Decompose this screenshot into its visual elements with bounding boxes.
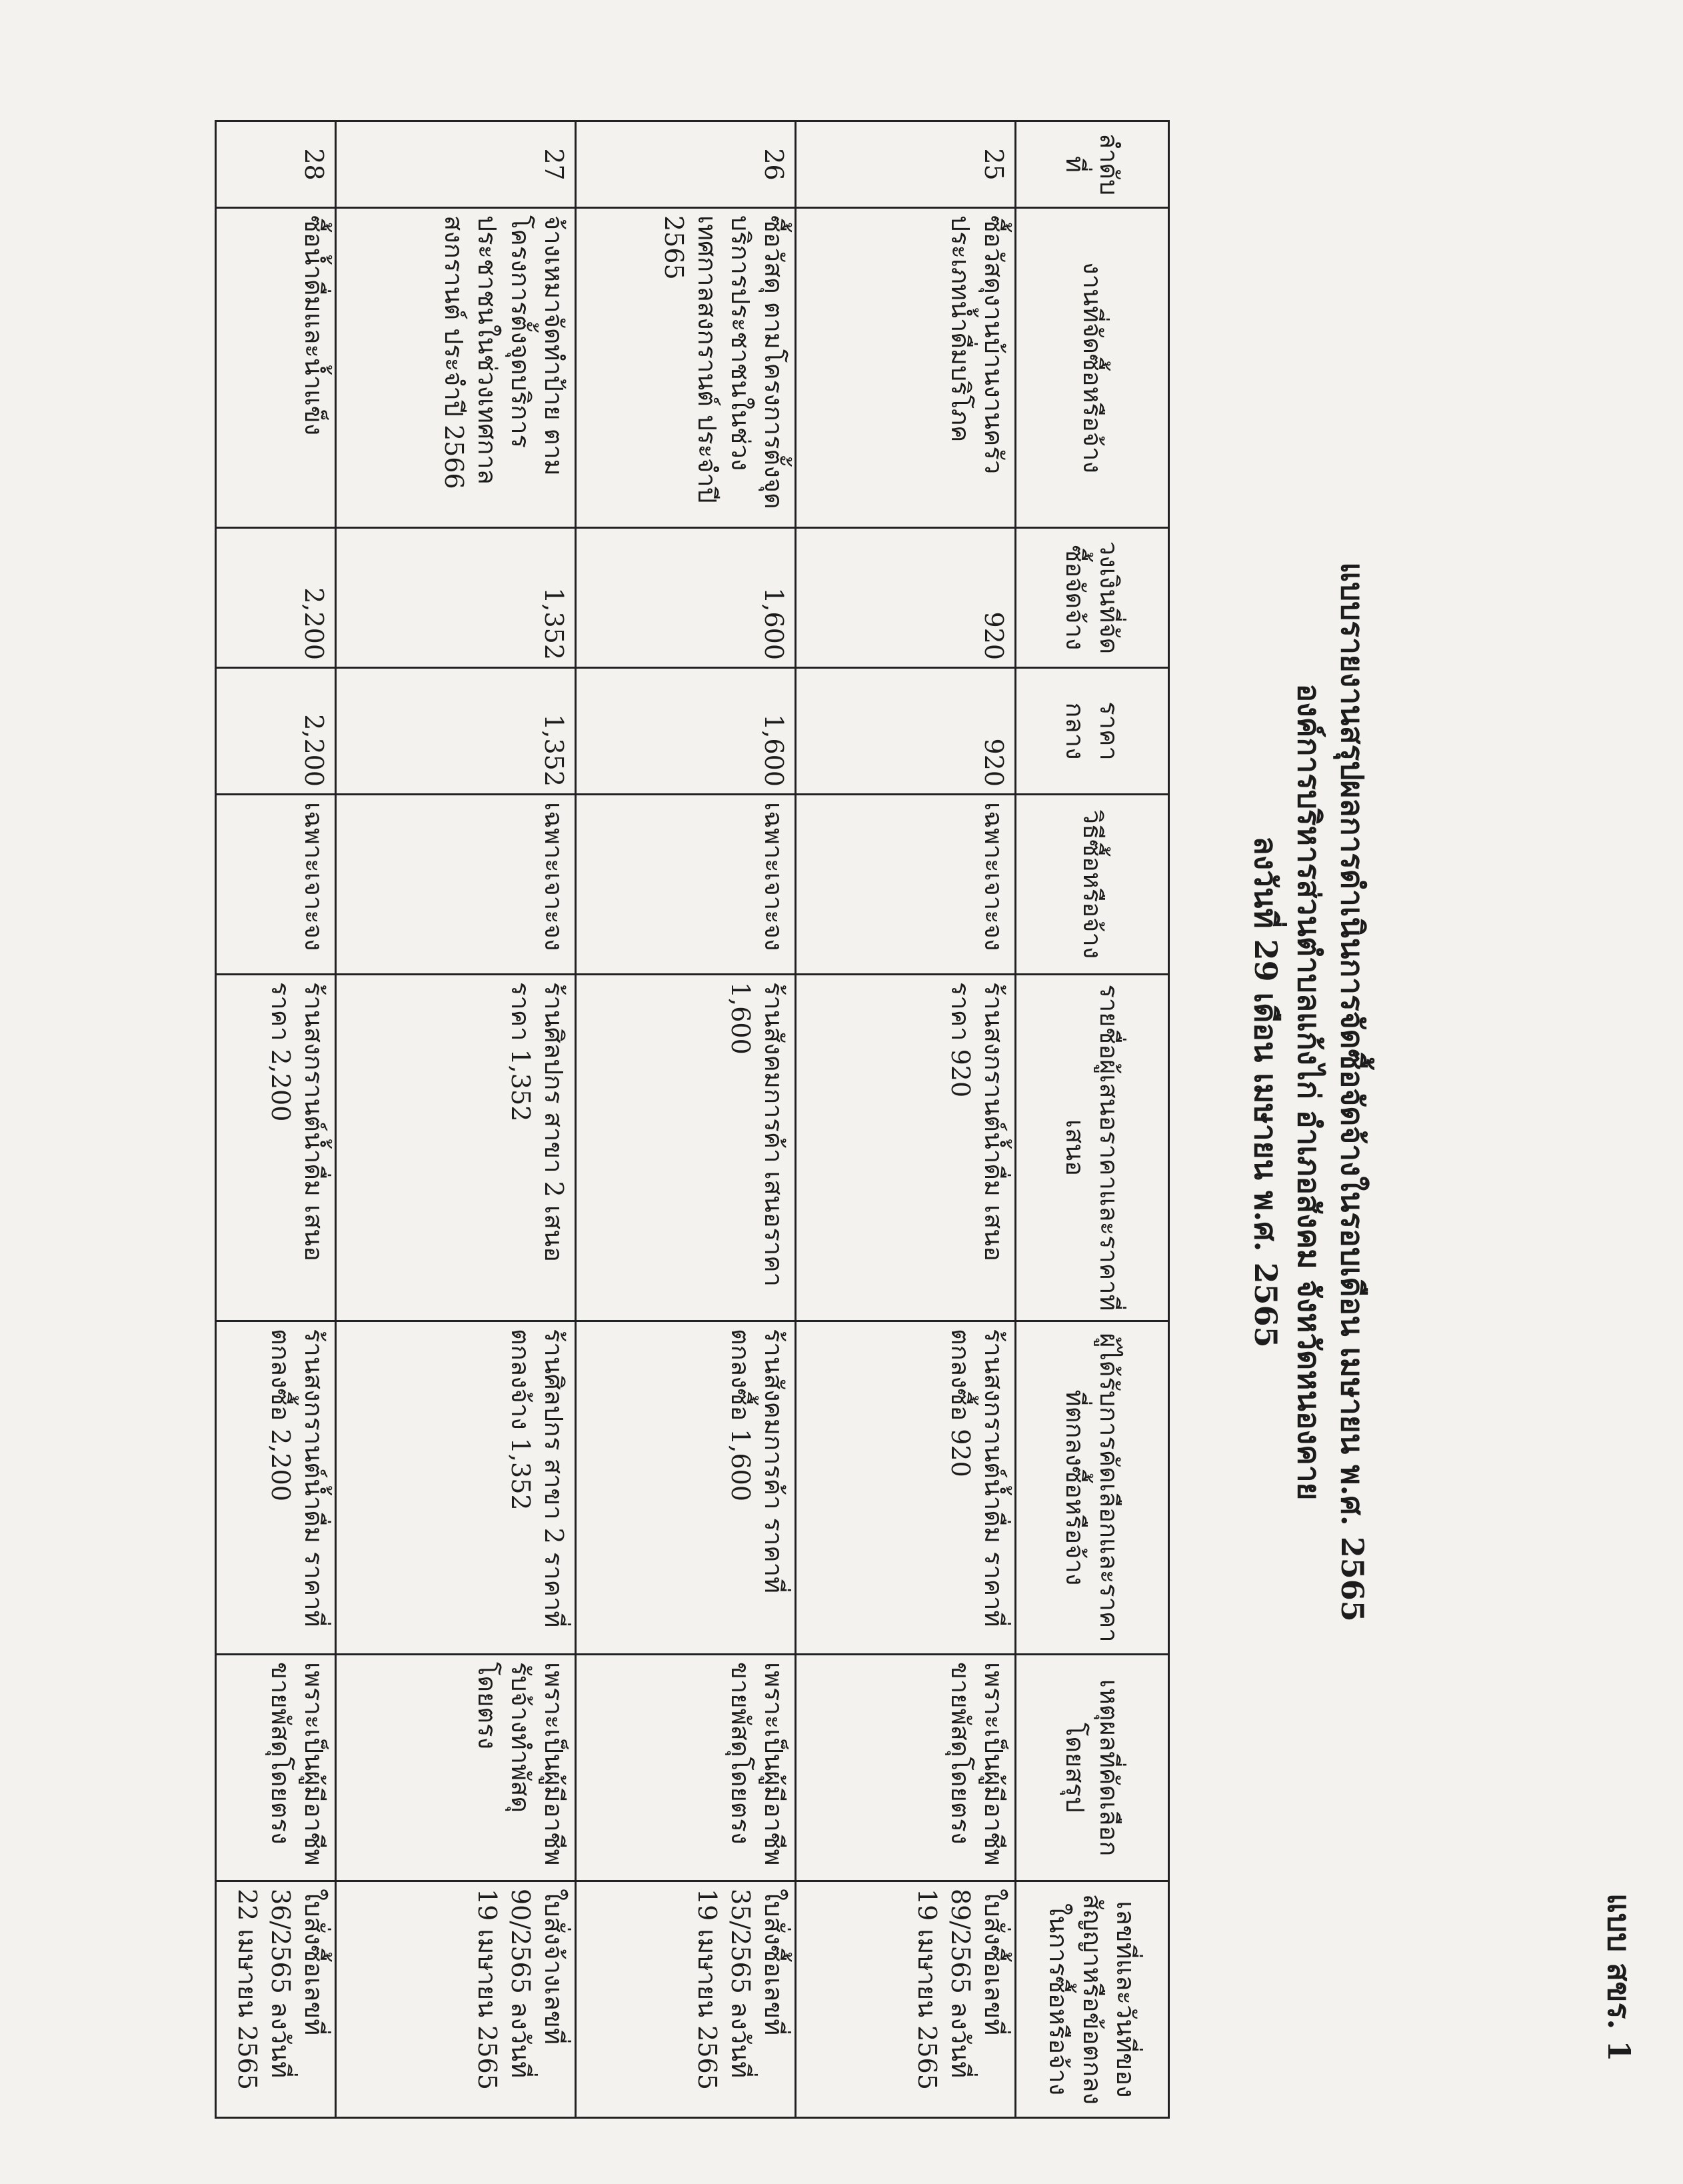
header-method: วิธีซื้อหรือจ้าง [1016,795,1169,975]
row-budget: 920 [796,528,1016,668]
table-row [796,121,1016,2118]
row-reason: เพราะเป็นผู้มีอาชีพ ขายพัสดุโดยตรง [216,1655,336,1881]
row-item: จ้างเหมาจัดทำป้าย ตามโครงการตั้งจุดบริการประชาชนในช่วงเทศกาลสงกรานต์ ประจำปี 2566 [336,208,576,528]
row-budget: 2,200 [216,528,336,668]
row-budget: 1,600 [576,528,796,668]
header-contract: เลขที่และวันที่ของสัญญาหรือข้อตกลงในการซื้อหรือจ้าง [1016,1881,1169,2118]
row-method: เฉพาะเจาะจง [576,795,796,975]
row-winner: ร้านสงกรานต์น้ำดื่ม ราคาที่ตกลงซื้อ 920 [796,1321,1016,1655]
header-no: ลำดับที่ [1016,121,1169,208]
row-reason: เพราะเป็นผู้มีอาชีพรับจ้างทำพัสดุโดยตรง [336,1655,576,1881]
row-method: เฉพาะเจาะจง [796,795,1016,975]
header-reason: เหตุผลที่คัดเลือกโดยสรุป [1016,1655,1169,1881]
row-contract: ใบสั่งซื้อเลขที่ 36/2565 ลงวันที่ 22 เมษายน 2565 [216,1881,336,2118]
row-winner: ร้านสงกรานต์น้ำดื่ม ราคาที่ตกลงซื้อ 2,200 [216,1321,336,1655]
row-no: 28 [216,121,336,208]
organization-name: องค์การบริหารส่วนตำบลแก้งไก่ อำเภอสังคม จังหวัดหนองคาย [1291,683,1327,1501]
row-bidders: ร้านสงกรานต์น้ำดื่ม เสนอราคา 2,200 [216,975,336,1321]
row-median: 1,352 [336,668,576,795]
form-code: แบบ สขร. 1 [1601,1893,1637,2062]
row-budget: 1,352 [336,528,576,668]
row-median: 1,600 [576,668,796,795]
row-reason: เพราะเป็นผู้มีอาชีพ ขายพัสดุโดยตรง [576,1655,796,1881]
row-median: 920 [796,668,1016,795]
report-title: แบบรายงานสรุปผลการดำเนินการจัดซื้อจัดจ้างในรอบเดือน เมษายน พ.ศ. 2565 [1334,562,1370,1622]
row-median: 2,200 [216,668,336,795]
header-winner: ผู้ได้รับการคัดเลือกและราคาที่ตกลงซื้อหรือจ้าง [1016,1321,1169,1655]
row-reason: เพราะเป็นผู้มีอาชีพขายพัสดุโดยตรง [796,1655,1016,1881]
table-row [216,121,336,2118]
row-contract: ใบสั่งซื้อเลขที่ 35/2565 ลงวันที่ 19 เมษายน 2565 [576,1881,796,2118]
header-row [1016,121,1169,2118]
header-budget: วงเงินที่จัดซื้อจัดจ้าง [1016,528,1169,668]
row-bidders: ร้านสงกรานต์น้ำดื่ม เสนอราคา 920 [796,975,1016,1321]
row-winner: ร้านศิลปกร สาขา 2 ราคาที่ตกลงจ้าง 1,352 [336,1321,576,1655]
procurement-table [215,120,1170,2119]
report-date: ลงวันที่ 29 เดือน เมษายน พ.ศ. 2565 [1248,836,1284,1348]
table-row [576,121,796,2118]
row-method: เฉพาะเจาะจง [216,795,336,975]
header-bidders: รายชื่อผู้เสนอราคาและราคาที่เสนอ [1016,975,1169,1321]
row-item: ซื้อวัสดุงานบ้านงานครัว ประเภทน้ำดื่มบริโภค [796,208,1016,528]
row-item: ซื้อน้ำดื่มและน้ำแข็ง [216,208,336,528]
row-item: ซื้อวัสดุ ตามโครงการตั้งจุดบริการประชาชนในช่วงเทศกาลสงกรานต์ ประจำปี 2565 [576,208,796,528]
table-row [336,121,576,2118]
row-no: 25 [796,121,1016,208]
row-no: 26 [576,121,796,208]
row-bidders: ร้านสังคมการค้า เสนอราคา 1,600 [576,975,796,1321]
row-winner: ร้านสังคมการค้า ราคาที่ตกลงซื้อ 1,600 [576,1321,796,1655]
row-method: เฉพาะเจาะจง [336,795,576,975]
row-contract: ใบสั่งซื้อเลขที่ 89/2565 ลงวันที่ 19 เมษายน 2565 [796,1881,1016,2118]
row-bidders: ร้านศิลปกร สาขา 2 เสนอราคา 1,352 [336,975,576,1321]
row-contract: ใบสั่งจ้างเลขที่ 90/2565 ลงวันที่ 19 เมษายน 2565 [336,1881,576,2118]
header-median: ราคากลาง [1016,668,1169,795]
header-item: งานที่จัดซื้อหรือจ้าง [1016,208,1169,528]
row-no: 27 [336,121,576,208]
